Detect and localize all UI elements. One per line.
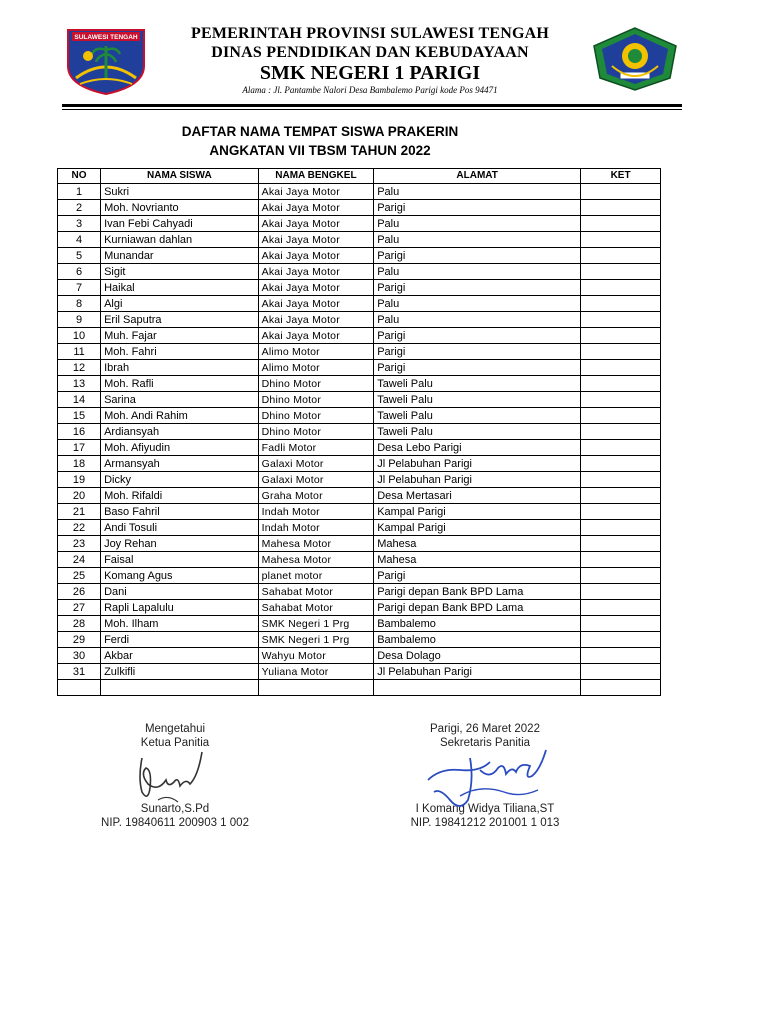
cell-nama-bengkel: Galaxi Motor xyxy=(258,472,374,488)
table-row xyxy=(58,216,661,232)
table-row xyxy=(58,632,661,648)
cell-ket xyxy=(581,392,661,408)
government-line: PEMERINTAH PROVINSI SULAWESI TENGAH xyxy=(190,25,550,42)
cell-nama-siswa: Munandar xyxy=(101,248,259,264)
cell-alamat: Bambalemo xyxy=(374,632,581,648)
cell-no: 8 xyxy=(58,296,101,312)
table-row xyxy=(58,472,661,488)
table-row xyxy=(58,616,661,632)
table-row xyxy=(58,504,661,520)
table-row xyxy=(58,488,661,504)
cell-alamat: Kampal Parigi xyxy=(374,520,581,536)
cell-alamat: Palu xyxy=(374,232,581,248)
cell-nama-bengkel: SMK Negeri 1 Prg xyxy=(258,616,374,632)
table-row xyxy=(58,376,661,392)
table-row xyxy=(58,248,661,264)
cell-nama-bengkel: Akai Jaya Motor xyxy=(258,328,374,344)
cell-ket xyxy=(581,584,661,600)
cell-no: 16 xyxy=(58,424,101,440)
cell-no: 21 xyxy=(58,504,101,520)
cell-nama-bengkel: Akai Jaya Motor xyxy=(258,280,374,296)
cell-alamat: Taweli Palu xyxy=(374,392,581,408)
table-row xyxy=(58,648,661,664)
cell-no: 23 xyxy=(58,536,101,552)
cell-no: 7 xyxy=(58,280,101,296)
cell-nama-siswa: Eril Saputra xyxy=(101,312,259,328)
letterhead-rule-thin xyxy=(62,109,682,110)
letterhead-rule xyxy=(62,104,682,107)
cell-nama-bengkel: Akai Jaya Motor xyxy=(258,216,374,232)
cell-nama-bengkel xyxy=(258,680,374,696)
cell-alamat: Palu xyxy=(374,312,581,328)
cell-nama-siswa: Sarina xyxy=(101,392,259,408)
cell-no: 18 xyxy=(58,456,101,472)
cell-no: 1 xyxy=(58,184,101,200)
cell-no: 2 xyxy=(58,200,101,216)
cell-no: 26 xyxy=(58,584,101,600)
cell-nama-bengkel: Alimo Motor xyxy=(258,360,374,376)
cell-nama-siswa: Joy Rehan xyxy=(101,536,259,552)
cell-nama-bengkel: Dhino Motor xyxy=(258,376,374,392)
document-title xyxy=(120,122,520,160)
cell-no: 15 xyxy=(58,408,101,424)
cell-nama-siswa: Faisal xyxy=(101,552,259,568)
cell-alamat: Parigi xyxy=(374,568,581,584)
cell-no: 30 xyxy=(58,648,101,664)
cell-nama-bengkel: Wahyu Motor xyxy=(258,648,374,664)
cell-alamat: Parigi xyxy=(374,344,581,360)
cell-nama-siswa: Muh. Fajar xyxy=(101,328,259,344)
cell-no: 29 xyxy=(58,632,101,648)
cell-alamat: Palu xyxy=(374,264,581,280)
cell-ket xyxy=(581,328,661,344)
cell-ket xyxy=(581,456,661,472)
table-row xyxy=(58,520,661,536)
table-row xyxy=(58,536,661,552)
cell-no: 9 xyxy=(58,312,101,328)
cell-ket xyxy=(581,488,661,504)
cell-ket xyxy=(581,648,661,664)
cell-ket xyxy=(581,632,661,648)
table-row xyxy=(58,296,661,312)
cell-nama-bengkel: planet motor xyxy=(258,568,374,584)
cell-nama-siswa: Haikal xyxy=(101,280,259,296)
table-row xyxy=(58,200,661,216)
table-row xyxy=(58,408,661,424)
cell-nama-bengkel: Akai Jaya Motor xyxy=(258,248,374,264)
cell-no: 24 xyxy=(58,552,101,568)
cell-ket xyxy=(581,680,661,696)
cell-nama-siswa: Ardiansyah xyxy=(101,424,259,440)
table-row xyxy=(58,360,661,376)
cell-no: 19 xyxy=(58,472,101,488)
cell-ket xyxy=(581,664,661,680)
cell-no: 25 xyxy=(58,568,101,584)
chairman-title: Ketua Panitia xyxy=(140,737,210,749)
cell-nama-bengkel: Dhino Motor xyxy=(258,424,374,440)
cell-alamat: Mahesa xyxy=(374,552,581,568)
acknowledged-label: Mengetahui xyxy=(144,723,206,735)
cell-ket xyxy=(581,568,661,584)
cell-nama-bengkel: Alimo Motor xyxy=(258,344,374,360)
date-place: Parigi, 26 Maret 2022 xyxy=(430,723,540,735)
cell-alamat: Taweli Palu xyxy=(374,408,581,424)
cell-no: 6 xyxy=(58,264,101,280)
cell-nama-bengkel: Indah Motor xyxy=(258,520,374,536)
cell-no: 10 xyxy=(58,328,101,344)
cell-ket xyxy=(581,344,661,360)
header-alamat: ALAMAT xyxy=(374,169,581,184)
cell-alamat: Desa Dolago xyxy=(374,648,581,664)
table-row xyxy=(58,664,661,680)
cell-nama-bengkel: Fadli Motor xyxy=(258,440,374,456)
cell-ket xyxy=(581,184,661,200)
header-nama-bengkel: NAMA BENGKEL xyxy=(258,169,374,184)
cell-alamat: Kampal Parigi xyxy=(374,504,581,520)
cell-ket xyxy=(581,520,661,536)
cell-nama-siswa: Moh. Rafli xyxy=(101,376,259,392)
cell-no: 4 xyxy=(58,232,101,248)
cell-no: 28 xyxy=(58,616,101,632)
chairman-name: Sunarto,S.Pd xyxy=(140,803,210,815)
cell-nama-siswa: Ivan Febi Cahyadi xyxy=(101,216,259,232)
cell-no: 3 xyxy=(58,216,101,232)
cell-nama-bengkel: Akai Jaya Motor xyxy=(258,200,374,216)
cell-nama-bengkel: Graha Motor xyxy=(258,488,374,504)
cell-nama-bengkel: Sahabat Motor xyxy=(258,584,374,600)
cell-ket xyxy=(581,312,661,328)
table-row xyxy=(58,184,661,200)
cell-alamat: Taweli Palu xyxy=(374,376,581,392)
secretary-name: I Komang Widya Tiliana,ST xyxy=(415,803,555,815)
header-ket: KET xyxy=(581,169,661,184)
cell-no: 12 xyxy=(58,360,101,376)
svg-text:SULAWESI TENGAH: SULAWESI TENGAH xyxy=(74,34,138,41)
table-row xyxy=(58,264,661,280)
cell-nama-bengkel: Dhino Motor xyxy=(258,392,374,408)
cell-alamat: Palu xyxy=(374,296,581,312)
cell-ket xyxy=(581,600,661,616)
school-address: Alama : Jl. Pantambe Nalori Desa Bambalemo Parigi kode Pos 94471 xyxy=(242,85,498,95)
table-row xyxy=(58,312,661,328)
cell-nama-bengkel: Dhino Motor xyxy=(258,408,374,424)
cell-no: 27 xyxy=(58,600,101,616)
cell-alamat: Palu xyxy=(374,184,581,200)
cell-no: 11 xyxy=(58,344,101,360)
cell-alamat: Parigi depan Bank BPD Lama xyxy=(374,600,581,616)
cell-ket xyxy=(581,264,661,280)
cell-alamat: Desa Lebo Parigi xyxy=(374,440,581,456)
cell-nama-bengkel: Akai Jaya Motor xyxy=(258,184,374,200)
cell-nama-siswa: Moh. Afiyudin xyxy=(101,440,259,456)
cell-ket xyxy=(581,376,661,392)
cell-nama-bengkel: Indah Motor xyxy=(258,504,374,520)
cell-ket xyxy=(581,296,661,312)
cell-nama-siswa: Moh. Novrianto xyxy=(101,200,259,216)
header-no: NO xyxy=(58,169,101,184)
province-emblem-icon xyxy=(62,26,150,96)
letterhead-text xyxy=(150,24,590,96)
cell-nama-siswa: Baso Fahril xyxy=(101,504,259,520)
table-row xyxy=(58,680,661,696)
cell-ket xyxy=(581,408,661,424)
cell-nama-siswa: Moh. Rifaldi xyxy=(101,488,259,504)
school-name: SMK NEGERI 1 PARIGI xyxy=(259,62,481,84)
cell-alamat: Jl Pelabuhan Parigi xyxy=(374,664,581,680)
cell-nama-siswa xyxy=(101,680,259,696)
cell-alamat: Taweli Palu xyxy=(374,424,581,440)
title-line-2: ANGKATAN VII TBSM TAHUN 2022 xyxy=(209,143,431,158)
cell-nama-bengkel: Sahabat Motor xyxy=(258,600,374,616)
school-logo-icon xyxy=(590,26,680,92)
cell-alamat: Parigi xyxy=(374,328,581,344)
cell-nama-siswa: Sigit xyxy=(101,264,259,280)
table-row xyxy=(58,600,661,616)
chairman-signature-icon xyxy=(128,748,218,808)
cell-nama-siswa: Andi Tosuli xyxy=(101,520,259,536)
cell-nama-bengkel: Yuliana Motor xyxy=(258,664,374,680)
table-row xyxy=(58,440,661,456)
table-row xyxy=(58,392,661,408)
department-line: DINAS PENDIDIKAN DAN KEBUDAYAAN xyxy=(211,44,529,61)
cell-no: 20 xyxy=(58,488,101,504)
cell-alamat: Jl Pelabuhan Parigi xyxy=(374,456,581,472)
cell-alamat: Parigi xyxy=(374,280,581,296)
cell-ket xyxy=(581,200,661,216)
student-placement-table xyxy=(57,168,661,696)
cell-ket xyxy=(581,616,661,632)
cell-no: 14 xyxy=(58,392,101,408)
cell-nama-siswa: Moh. Ilham xyxy=(101,616,259,632)
cell-nama-siswa: Ibrah xyxy=(101,360,259,376)
letterhead xyxy=(0,0,768,110)
secretary-signature-icon xyxy=(420,740,570,820)
cell-nama-siswa: Kurniawan dahlan xyxy=(101,232,259,248)
cell-alamat: Jl Pelabuhan Parigi xyxy=(374,472,581,488)
cell-nama-bengkel: Mahesa Motor xyxy=(258,536,374,552)
cell-nama-siswa: Moh. Fahri xyxy=(101,344,259,360)
cell-nama-bengkel: Galaxi Motor xyxy=(258,456,374,472)
cell-nama-siswa: Moh. Andi Rahim xyxy=(101,408,259,424)
cell-alamat: Parigi xyxy=(374,248,581,264)
cell-nama-siswa: Algi xyxy=(101,296,259,312)
cell-nama-siswa: Rapli Lapalulu xyxy=(101,600,259,616)
cell-ket xyxy=(581,504,661,520)
cell-nama-bengkel: Akai Jaya Motor xyxy=(258,312,374,328)
cell-alamat: Parigi depan Bank BPD Lama xyxy=(374,584,581,600)
cell-nama-bengkel: SMK Negeri 1 Prg xyxy=(258,632,374,648)
table-row xyxy=(58,344,661,360)
table-row xyxy=(58,232,661,248)
cell-no: 22 xyxy=(58,520,101,536)
cell-ket xyxy=(581,424,661,440)
cell-ket xyxy=(581,280,661,296)
cell-alamat: Bambalemo xyxy=(374,616,581,632)
cell-ket xyxy=(581,440,661,456)
cell-ket xyxy=(581,232,661,248)
cell-alamat: Parigi xyxy=(374,360,581,376)
secretary-nip: NIP. 19841212 201001 1 013 xyxy=(410,817,560,829)
cell-ket xyxy=(581,360,661,376)
table-body xyxy=(58,184,661,696)
cell-no: 31 xyxy=(58,664,101,680)
cell-nama-siswa: Akbar xyxy=(101,648,259,664)
cell-alamat: Parigi xyxy=(374,200,581,216)
cell-nama-bengkel: Mahesa Motor xyxy=(258,552,374,568)
table-row xyxy=(58,456,661,472)
cell-nama-siswa: Komang Agus xyxy=(101,568,259,584)
secretary-title: Sekretaris Panitia xyxy=(439,737,531,749)
cell-no xyxy=(58,680,101,696)
cell-nama-siswa: Zulkifli xyxy=(101,664,259,680)
cell-ket xyxy=(581,472,661,488)
cell-nama-siswa: Sukri xyxy=(101,184,259,200)
cell-nama-bengkel: Akai Jaya Motor xyxy=(258,232,374,248)
cell-ket xyxy=(581,552,661,568)
cell-ket xyxy=(581,248,661,264)
table-row xyxy=(58,424,661,440)
cell-alamat xyxy=(374,680,581,696)
chairman-nip: NIP. 19840611 200903 1 002 xyxy=(101,817,249,829)
cell-nama-bengkel: Akai Jaya Motor xyxy=(258,296,374,312)
cell-alamat: Palu xyxy=(374,216,581,232)
cell-no: 5 xyxy=(58,248,101,264)
cell-no: 17 xyxy=(58,440,101,456)
cell-nama-siswa: Ferdi xyxy=(101,632,259,648)
cell-no: 13 xyxy=(58,376,101,392)
table-header-row xyxy=(58,169,661,184)
table-row xyxy=(58,552,661,568)
cell-alamat: Mahesa xyxy=(374,536,581,552)
cell-nama-siswa: Dicky xyxy=(101,472,259,488)
header-nama-siswa: NAMA SISWA xyxy=(101,169,259,184)
title-line-1: DAFTAR NAMA TEMPAT SISWA PRAKERIN xyxy=(181,124,459,139)
cell-ket xyxy=(581,536,661,552)
table-row xyxy=(58,328,661,344)
cell-nama-bengkel: Akai Jaya Motor xyxy=(258,264,374,280)
table-row xyxy=(58,568,661,584)
cell-ket xyxy=(581,216,661,232)
cell-nama-siswa: Dani xyxy=(101,584,259,600)
table-row xyxy=(58,584,661,600)
table-row xyxy=(58,280,661,296)
cell-alamat: Desa Mertasari xyxy=(374,488,581,504)
cell-nama-siswa: Armansyah xyxy=(101,456,259,472)
